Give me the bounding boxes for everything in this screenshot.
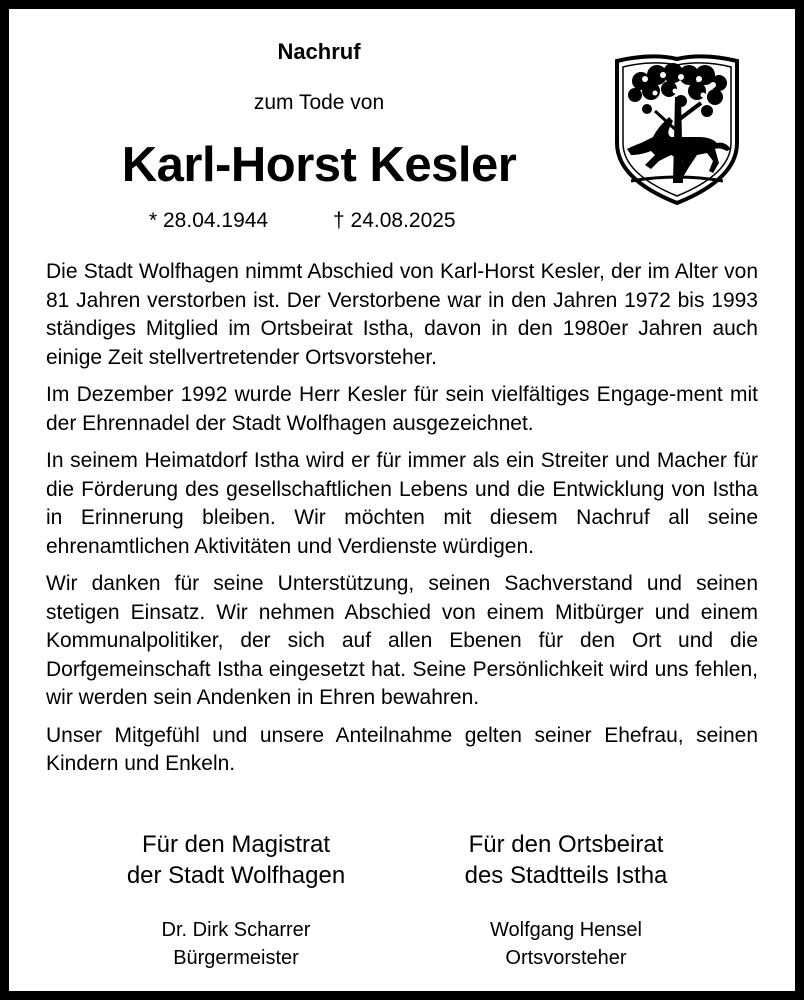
signature-person: Wolfgang Hensel bbox=[490, 919, 642, 941]
signature-role: Bürgermeister bbox=[173, 947, 299, 969]
notice-subtitle: zum Tode von bbox=[253, 91, 385, 114]
deceased-name: Karl-Horst Kesler bbox=[121, 138, 517, 192]
obituary-body bbox=[46, 258, 758, 788]
body-paragraph: Wir danken für seine Unterstützung, seinen Sachverstand und seinen stetigen Einsatz. Wir nehmen Abschied von einem Mitbürger und einem Kommunalpolitiker, der sich auf allen Ebenen für den Ort und die Dorfgemeinschaft Istha eingesetzt hat. Seine Persönlichkeit wird uns fehlen, wir werden sein Andenken in Ehren bewahren. bbox=[46, 572, 758, 709]
body-paragraph: In seinem Heimatdorf Istha wird er für immer als ein Streiter und Macher für die Förderung des gesellschaftlichen Lebens und die Entwicklung von Istha in Erinnerung bleiben. Wir möchten mit diesem Nachruf all seine ehrenamtlichen Aktivitäten und Verdienste würdigen. bbox=[46, 449, 758, 558]
signature-org-line: Für den Ortsbeirat bbox=[468, 831, 664, 858]
birth-date: * 28.04.1944 bbox=[149, 209, 269, 232]
body-paragraph: Im Dezember 1992 wurde Herr Kesler für sein vielfältiges Engage-ment mit der Ehrennadel der Stadt Wolfhagen ausgezeichnet. bbox=[46, 383, 758, 435]
signature-role: Ortsvorsteher bbox=[505, 947, 627, 969]
signature-org-line: der Stadt Wolfhagen bbox=[126, 862, 346, 889]
signature-block-magistrat bbox=[76, 829, 396, 972]
signature-person: Dr. Dirk Scharrer bbox=[161, 919, 311, 941]
notice-label: Nachruf bbox=[277, 39, 361, 64]
signature-org-line: Für den Magistrat bbox=[141, 831, 331, 858]
signature-org-line: des Stadtteils Istha bbox=[464, 862, 668, 889]
coat-of-arms-icon bbox=[611, 51, 743, 207]
body-paragraph: Unser Mitgefühl und unsere Anteilnahme gelten seiner Ehefrau, seinen Kindern und Enkeln. bbox=[46, 723, 758, 775]
body-paragraph: Die Stadt Wolfhagen nimmt Abschied von Karl-Horst Kesler, der im Alter von 81 Jahren verstorben ist. Der Verstorbene war in den Jahren 1972 bis 1993 ständiges Mitglied im Ortsbeirat Istha, davon in den 1980er Jahren auch einige Zeit stellvertretender Ortsvorsteher. bbox=[46, 260, 758, 369]
death-date: † 24.08.2025 bbox=[333, 209, 456, 232]
signature-block-ortsbeirat bbox=[406, 829, 726, 972]
